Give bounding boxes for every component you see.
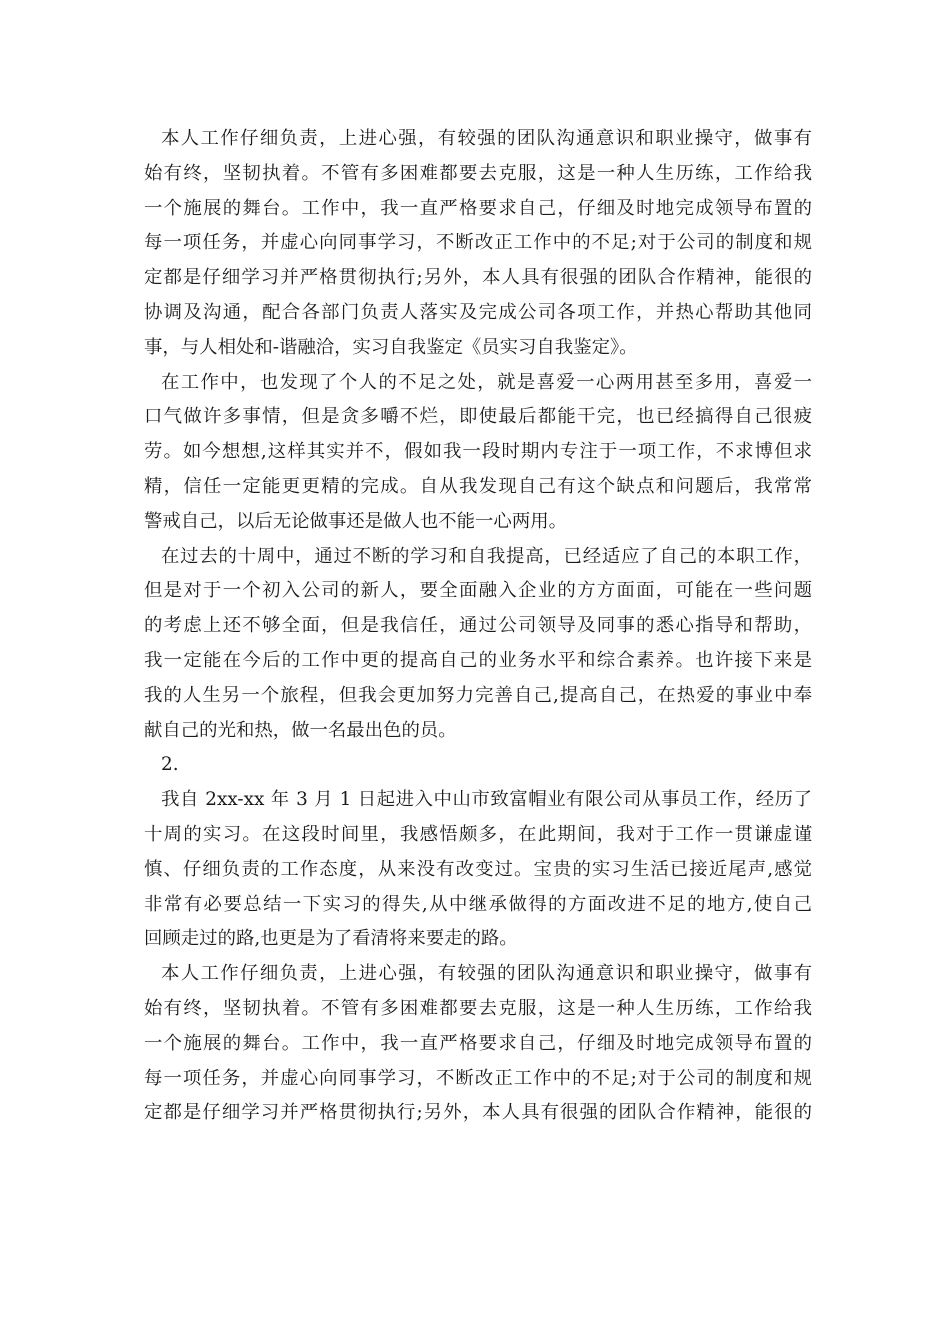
text-line: 在过去的十周中，通过不断的学习和自我提高，已经适应了自己的本职工作， (161, 545, 812, 567)
text-line: 警戒自己，以后无论做事还是做人也不能一心两用。 (144, 510, 567, 532)
text-line: 回顾走过的路,也更是为了看清将来要走的路。 (144, 928, 518, 950)
document-body (144, 122, 812, 1131)
text-line: 本人工作仔细负责，上进心强，有较强的团队沟通意识和职业操守，做事有 (161, 128, 812, 149)
text-line: 我自 2xx-xx 年 3 月 1 日起进入中山市致富帽业有限公司从事员工作，经历了 (161, 789, 812, 811)
text-line: 我一定能在今后的工作中更的提高自己的业务水平和综合素养。也许接下来是 (144, 649, 812, 671)
text-line: 协调及沟通，配合各部门负责人落实及完成公司各项工作，并热心帮助其他同 (144, 301, 812, 323)
text-line: 始有终，坚韧执着。不管有多困难都要去克服，这是一种人生历练，工作给我 (144, 162, 812, 184)
text-line: 始有终，坚韧执着。不管有多困难都要去克服，这是一种人生历练，工作给我 (144, 997, 812, 1019)
text-line: 慎、仔细负责的工作态度，从来没有改变过。宝贵的实习生活已接近尾声,感觉 (144, 858, 812, 880)
text-line: 我的人生另一个旅程，但我会更加努力完善自己,提高自己，在热爱的事业中奉 (144, 684, 812, 706)
text-line: 但是对于一个初入公司的新人，要全面融入企业的方方面面，可能在一些问题 (144, 580, 812, 602)
text-line: 每一项任务，并虚心向同事学习，不断改正工作中的不足;对于公司的制度和规 (144, 1067, 812, 1089)
text-line: 2. (161, 754, 179, 776)
text-line: 定都是仔细学习并严格贯彻执行;另外，本人具有很强的团队合作精神，能很的 (144, 1102, 812, 1124)
text-line: 定都是仔细学习并严格贯彻执行;另外，本人具有很强的团队合作精神，能很的 (144, 267, 812, 289)
text-line: 每一项任务，并虚心向同事学习，不断改正工作中的不足;对于公司的制度和规 (144, 232, 812, 254)
text-line: 精，信任一定能更更精的完成。自从我发现自己有这个缺点和问题后，我常常 (144, 475, 812, 497)
text-line: 本人工作仔细负责，上进心强，有较强的团队沟通意识和职业操守，做事有 (161, 963, 812, 985)
text-line: 十周的实习。在这段时间里，我感悟颇多，在此期间，我对于工作一贯谦虚谨 (144, 823, 812, 845)
text-line: 事，与人相处和-谐融洽，实习自我鉴定《员实习自我鉴定》。 (144, 336, 638, 358)
text-line: 一个施展的舞台。工作中，我一直严格要求自己，仔细及时地完成领导布置的 (144, 197, 812, 219)
text-line: 在工作中，也发现了个人的不足之处，就是喜爱一心两用甚至多用，喜爱一 (161, 371, 812, 393)
text-line: 非常有必要总结一下实习的得失,从中继承做得的方面改进不足的地方,使自己 (144, 893, 812, 915)
text-line: 口气做许多事情，但是贪多嚼不烂，即使最后都能干完，也已经搞得自己很疲 (144, 406, 812, 428)
text-line: 献自己的光和热，做一名最出色的员。 (144, 719, 457, 741)
text-line: 的考虑上还不够全面，但是我信任，通过公司领导及同事的悉心指导和帮助， (144, 615, 812, 637)
text-line: 劳。如今想想,这样其实并不，假如我一段时期内专注于一项工作，不求博但求 (144, 441, 812, 463)
text-line: 一个施展的舞台。工作中，我一直严格要求自己，仔细及时地完成领导布置的 (144, 1032, 812, 1054)
